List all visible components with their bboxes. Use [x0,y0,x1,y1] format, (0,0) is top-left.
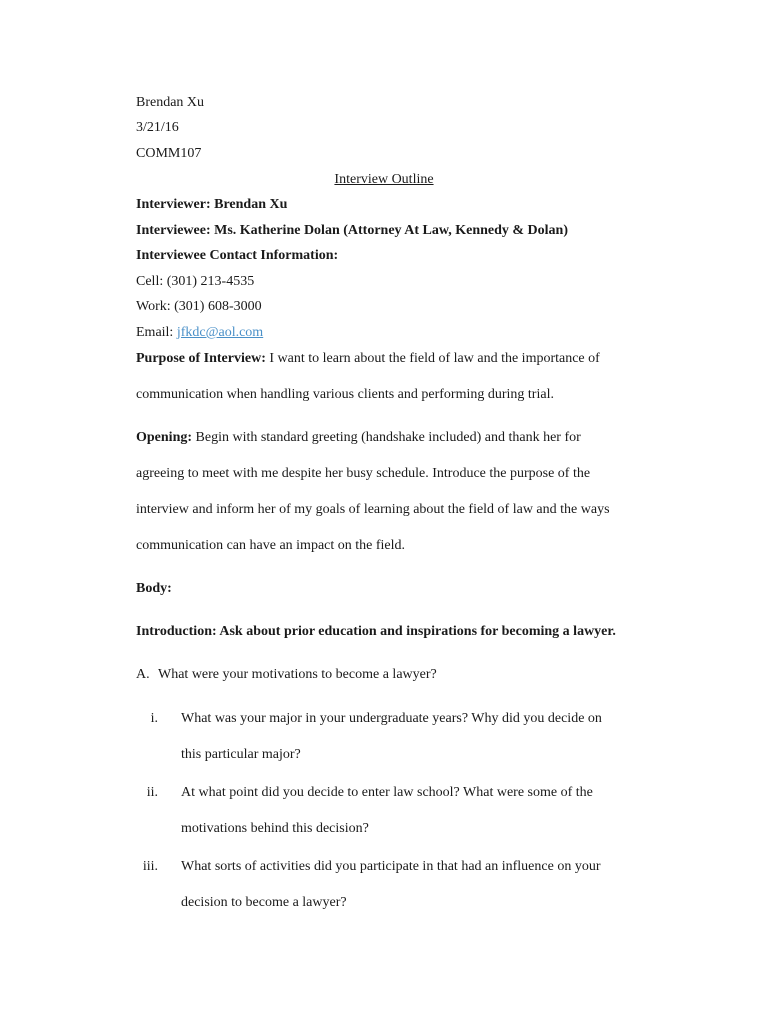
subquestion-1-line-2: this particular major? [181,747,301,762]
purpose-line-2: communication when handling various clients and performing during trial. [136,387,554,402]
opening-line-1 [136,429,581,447]
subquestion-1-line-1: What was your major in your undergraduate years? Why did you decide on [181,711,602,726]
document-date: 3/21/16 [136,120,179,135]
contact-cell: Cell: (301) 213-4535 [136,274,255,289]
contact-email [136,324,263,342]
opening-label: Opening: [136,430,193,445]
purpose-line-1 [136,350,600,368]
subquestion-3-marker: iii. [142,859,158,874]
subquestion-3-line-1: What sorts of activities did you participate in that had an influence on your [181,859,601,874]
opening-line-3: interview and inform her of my goals of learning about the field of law and the ways [136,502,610,517]
contact-heading: Interviewee Contact Information: [136,248,339,263]
email-link[interactable]: jfkdc@aol.com [176,325,264,340]
subquestion-2-line-1: At what point did you decide to enter law school? What were some of the [181,785,593,800]
contact-work: Work: (301) 608-3000 [136,299,262,314]
interviewee-line: Interviewee: Ms. Katherine Dolan (Attorney At Law, Kennedy & Dolan) [136,223,569,238]
interviewer-line: Interviewer: Brendan Xu [136,197,288,212]
body-heading: Body: [136,581,172,596]
introduction-heading: Introduction: Ask about prior education and inspirations for becoming a lawyer. [136,624,616,639]
subquestion-1-marker: i. [150,711,158,726]
purpose-label: Purpose of Interview: [136,351,266,366]
purpose-text-1: I want to learn about the field of law and the importance of [265,351,600,366]
page-title: Interview Outline [334,172,434,187]
course-code: COMM107 [136,146,202,161]
opening-line-2: agreeing to meet with me despite her busy schedule. Introduce the purpose of the [136,466,591,481]
subquestion-2-marker: ii. [146,785,158,800]
author-name: Brendan Xu [136,95,205,110]
question-a-marker: A. [136,667,150,682]
question-a-text: What were your motivations to become a lawyer? [158,667,437,682]
subquestion-3-line-2: decision to become a lawyer? [181,895,347,910]
subquestion-2-line-2: motivations behind this decision? [181,821,369,836]
email-label: Email: [136,325,177,340]
opening-line-4: communication can have an impact on the field. [136,538,406,553]
opening-text-1: Begin with standard greeting (handshake included) and thank her for [192,430,581,445]
